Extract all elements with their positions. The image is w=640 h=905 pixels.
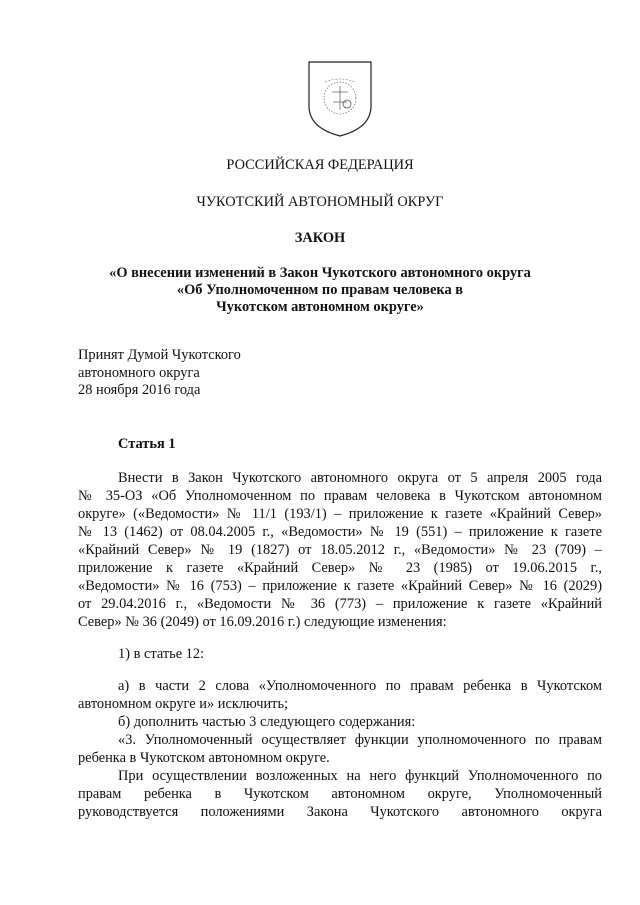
adoption-line: 28 ноября 2016 года [78,382,201,398]
paragraph-line: округе» («Ведомости» № 11/1 (193/1) – приложение к газете «Крайний Север» [78,506,602,522]
paragraph-line: руководствуется положениями Закона Чукотского автономного округа [78,804,602,820]
paragraph-line: «3. Уполномоченный осуществляет функции уполномоченного по правам [118,732,602,748]
paragraph-line: приложение к газете «Крайний Север» № 23 (1985) от 19.06.2015 г., [78,560,602,576]
coat-of-arms-icon [305,58,375,138]
paragraph-line: ребенка в Чукотском автономном округе. [78,750,330,766]
adoption-line: автономного округа [78,364,200,381]
paragraph-line: № 35-ОЗ «Об Уполномоченном по правам человека в Чукотском автономном [78,488,602,504]
paragraph-line: При осуществлении возложенных на него функций Уполномоченного по [118,768,602,784]
paragraph-line: а) в части 2 слова «Уполномоченного по правам ребенка в Чукотском [118,678,602,694]
article-heading: Статья 1 [118,436,176,452]
paragraph-line: правам ребенка в Чукотском автономном округе, Уполномоченный [78,786,602,802]
paragraph-line: № 13 (1462) от 08.04.2005 г., «Ведомости» № 19 (551) – приложение к газете [78,524,602,540]
adoption-line: Принят Думой Чукотского [78,347,241,363]
paragraph-line: от 29.04.2016 г., «Ведомости № 36 (773) – приложение к газете «Крайний [78,596,602,612]
list-item: б) дополнить частью 3 следующего содержания: [118,714,416,730]
country-heading: РОССИЙСКАЯ ФЕДЕРАЦИЯ [226,157,414,173]
paragraph-line: «Крайний Север» № 19 (1827) от 18.05.2012 г., «Ведомости» № 23 (709) – [78,542,602,558]
list-item: 1) в статье 12: [118,646,205,662]
paragraph-line: Внести в Закон Чукотского автономного округа от 5 апреля 2005 года [118,470,602,486]
law-title-line: «Об Уполномоченном по правам человека в [176,282,464,298]
region-heading: ЧУКОТСКИЙ АВТОНОМНЫЙ ОКРУГ [196,194,444,210]
law-title-line: «О внесении изменений в Закон Чукотского автономного округа [109,265,531,281]
document-type: ЗАКОН [294,230,346,246]
paragraph-line: «Ведомости» № 16 (753) – приложение к газете «Крайний Север» № 16 (2029) [78,578,602,594]
law-title-line: Чукотском автономном округе» [216,299,424,315]
paragraph-line: Север» № 36 (2049) от 16.09.2016 г.) следующие изменения: [78,614,447,630]
paragraph-line: автономном округе и» исключить; [78,696,289,712]
adoption-note [78,347,241,400]
